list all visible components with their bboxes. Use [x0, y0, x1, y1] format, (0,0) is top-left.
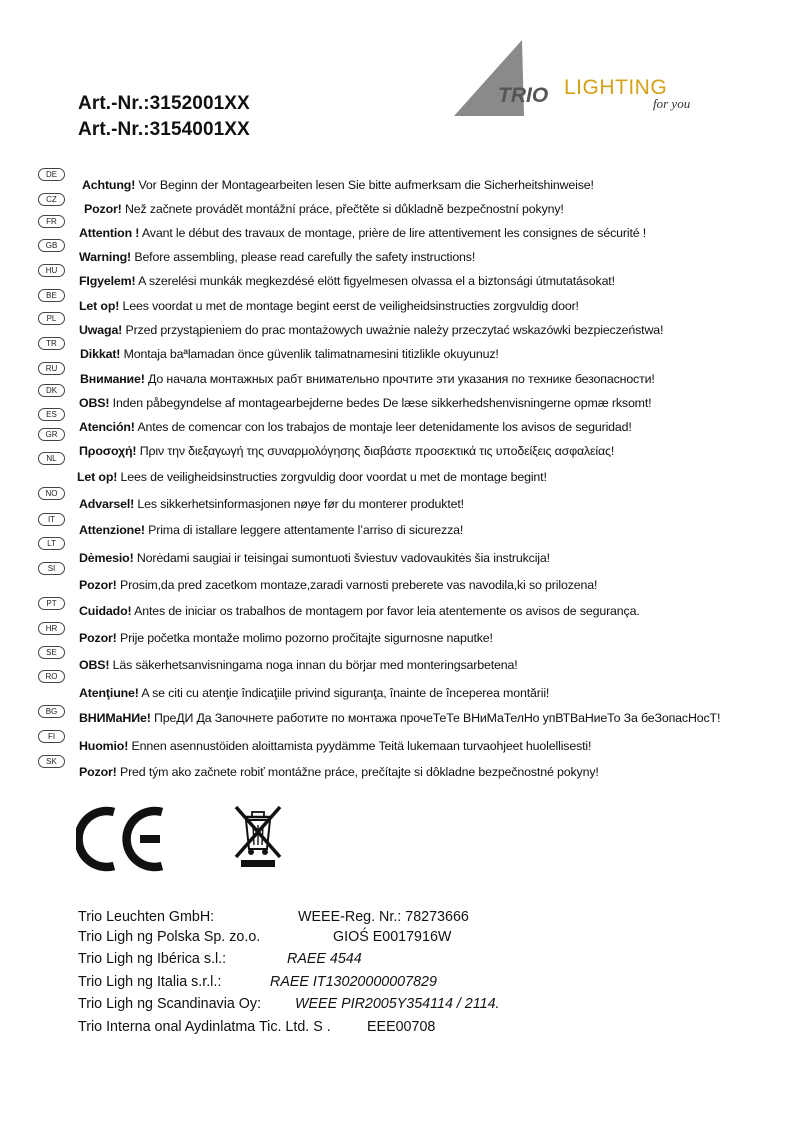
- article-number-1: Art.-Nr.:3152001XX: [78, 93, 250, 114]
- language-code-badge: RO: [38, 670, 65, 683]
- company-registration-number: WEEE PIR2005Y354114 / 2114.: [295, 996, 500, 1012]
- safety-notice: [79, 226, 646, 240]
- safety-notice: [79, 551, 550, 565]
- safety-notice-text: Ennen asennustöiden aloittamista pyydämme Teitä lukemaan turvaohjeet huolellisesti!: [128, 739, 592, 753]
- company-registration-number: RAEE 4544: [287, 951, 362, 967]
- safety-notice-text: Norėdami saugiai ir teisingai sumontuoti šviestuv vadovaukitės šia instrukcija!: [133, 551, 550, 565]
- safety-notice-text: A se citi cu atenţie îndicaţiile privind siguranţa, înainte de începerea montării!: [138, 686, 550, 700]
- language-code-badge: NL: [38, 452, 65, 465]
- language-code-badge: TR: [38, 337, 65, 350]
- safety-notice-text: Πριν την διεξαγωγή της συναρμολόγησης διαβάστε προσεκτικά τις υποδείξεις ασφαλείας!: [136, 444, 615, 458]
- language-code-badge: IT: [38, 513, 65, 526]
- safety-notice-label: Dikkat!: [80, 347, 121, 361]
- safety-notice-text: Antes de comencar con los trabajos de montaje leer detenidamente los avisos de seguridad!: [134, 420, 632, 434]
- safety-notice: [79, 765, 599, 779]
- safety-notice-text: Lees voordat u met de montage begint eerst de veiligheidsinstructies zorgvuldig door!: [119, 299, 579, 313]
- safety-notice: [79, 323, 663, 337]
- language-code-badge: DE: [38, 168, 65, 181]
- safety-notice-label: Pozor!: [79, 631, 117, 645]
- safety-notice-label: Dėmesio!: [79, 551, 134, 565]
- article-number-2: Art.-Nr.:3154001XX: [78, 119, 250, 140]
- trio-lighting-logo: [450, 38, 700, 124]
- company-registration-number: EEE00708: [367, 1019, 436, 1035]
- safety-notice-label: FIgyelem!: [79, 274, 136, 288]
- svg-text:LIGHTING: LIGHTING: [564, 76, 668, 99]
- safety-notice-text: Prima di istallare leggere attentamente l’arriso di sicurezza!: [144, 523, 464, 537]
- safety-notice-label: Atención!: [79, 420, 135, 434]
- language-code-badge: SI: [38, 562, 65, 575]
- safety-notice: [79, 420, 632, 434]
- safety-notice: [79, 739, 591, 753]
- safety-notice-label: Warning!: [79, 250, 132, 264]
- language-code-badge: DK: [38, 384, 65, 397]
- safety-notice-text: Przed przystąpieniem do prac montażowych uważnie należy przeczytać wskazówki bezpieczeństwa!: [122, 323, 664, 337]
- language-code-badge: ES: [38, 408, 65, 421]
- safety-notice: [79, 686, 549, 700]
- language-code-badge: PT: [38, 597, 65, 610]
- safety-notice-text: Antes de iniciar os trabalhos de montagem por favor leia atentemente os avisos de segurança.: [131, 604, 640, 618]
- safety-notice-label: Attenzione!: [79, 523, 145, 537]
- safety-notice: [77, 470, 547, 484]
- safety-notice-text: Pred tým ako začnete robiť montážne práce, prečítajte si dôkladne bezpečnostné pokyny!: [116, 765, 599, 779]
- safety-notice-label: Προσοχή!: [79, 444, 137, 458]
- safety-notice-label: Let op!: [79, 299, 120, 313]
- language-code-badge: GR: [38, 428, 65, 441]
- safety-notice-text: Läs säkerhetsanvisningama noga innan du börjar med monteringsarbetena!: [109, 658, 518, 672]
- safety-notice-text: A szerelési munkák megkezdésé elött figyelmesen olvassa el a biztonsági útmutatásokat!: [135, 274, 615, 288]
- safety-notice: [82, 178, 594, 192]
- safety-notice-label: Внимание!: [80, 372, 145, 386]
- ce-mark: [76, 806, 166, 872]
- safety-notice-text: Les sikkerhetsinformasjonen nøye før du monterer produktet!: [134, 497, 464, 511]
- company-name: Trio Ligh ng Scandinavia Oy:: [78, 996, 262, 1012]
- language-code-badge: BE: [38, 289, 65, 302]
- safety-notice: [79, 578, 597, 592]
- language-code-badge: CZ: [38, 193, 65, 206]
- language-code-badge: SE: [38, 646, 65, 659]
- weee-crossed-bin-icon: [232, 803, 284, 869]
- safety-notice: [79, 631, 493, 645]
- company-registration-number: GIOŚ E0017916W: [333, 929, 452, 945]
- language-code-badge: GB: [38, 239, 65, 252]
- language-code-badge: PL: [38, 312, 65, 325]
- safety-notice-label: Achtung!: [82, 178, 136, 192]
- safety-notice-label: Attention !: [79, 226, 140, 240]
- safety-notice: [80, 372, 655, 386]
- safety-notice: [79, 523, 463, 537]
- language-code-badge: NO: [38, 487, 65, 500]
- company-name: Trio Ligh ng Ibérica s.l.:: [78, 951, 227, 967]
- language-code-badge: RU: [38, 362, 65, 375]
- company-name: Trio Ligh ng Italia s.r.l.:: [78, 974, 222, 990]
- safety-notice-label: Cuidado!: [79, 604, 132, 618]
- safety-notice: [79, 444, 614, 458]
- safety-notice: [79, 299, 579, 313]
- safety-notice: [79, 250, 475, 264]
- safety-notice-text: ПреДИ Да Започнете работите по монтажа прочеТеТе ВНиМаТелНо упВТВаНиеТо За беЗопасНосТ!: [150, 711, 721, 725]
- safety-notice: [79, 396, 651, 410]
- safety-notice-label: OBS!: [79, 396, 110, 410]
- company-name: Trio Interna onal Aydinlatma Tic. Ltd. S .: [78, 1019, 331, 1035]
- safety-notice-label: Huomio!: [79, 739, 129, 753]
- safety-notice-label: ВНИМаНИе!: [79, 711, 151, 725]
- safety-notice-text: Avant le début des travaux de montage, prière de lire attentivement les consignes de sécurité !: [139, 226, 647, 240]
- safety-notice-text: Prije početka montaže molimo pozorno pročitajte sigurnosne naputke!: [116, 631, 493, 645]
- safety-notice-text: Lees de veiligheidsinstructies zorgvuldig door voordat u met de montage begint!: [117, 470, 547, 484]
- safety-notice-text: Inden påbegyndelse af montagearbejderne bedes De læse sikkerhedshenvisningerne opmæ rksomt!: [109, 396, 652, 410]
- safety-notice-label: Pozor!: [79, 765, 117, 779]
- safety-notice: [79, 274, 615, 288]
- safety-notice-text: Prosim,da pred zacetkom montaze,zaradi varnosti preberete vas navodila,ki so prilozena!: [116, 578, 598, 592]
- safety-notice-text: До начала монтажных рабт внимательно прочтите эти указания по технике безопасности!: [144, 372, 655, 386]
- language-code-badge: HR: [38, 622, 65, 635]
- svg-text:TRIO: TRIO: [498, 84, 549, 107]
- company-registration-number: WEEE-Reg. Nr.: 78273666: [298, 909, 469, 925]
- safety-notice: [84, 202, 564, 216]
- safety-notice-label: OBS!: [79, 658, 110, 672]
- safety-notice: [79, 604, 640, 618]
- language-code-badge: HU: [38, 264, 65, 277]
- language-code-badge: LT: [38, 537, 65, 550]
- language-code-badge: FI: [38, 730, 65, 743]
- safety-notice: [79, 658, 518, 672]
- safety-notice-label: Let op!: [77, 470, 118, 484]
- safety-notice: [79, 497, 464, 511]
- language-code-badge: SK: [38, 755, 65, 768]
- company-name: Trio Leuchten GmbH:: [78, 909, 215, 925]
- safety-notice-label: Advarsel!: [79, 497, 135, 511]
- safety-notice: [79, 711, 720, 725]
- safety-notice-text: Vor Beginn der Montagearbeiten lesen Sie bitte aufmerksam die Sicherheitshinweise!: [135, 178, 594, 192]
- safety-notice-text: Montaja baªlamadan önce güvenlik talimatnamesini titizlikle okuyunuz!: [120, 347, 499, 361]
- svg-text:for you: for you: [653, 96, 691, 111]
- safety-notice-label: Atenţiune!: [79, 686, 139, 700]
- safety-notice-text: Než začnete provádět montážní práce, přečtěte si důkladně bezpečnostní pokyny!: [121, 202, 564, 216]
- language-code-badge: BG: [38, 705, 65, 718]
- language-code-badge: FR: [38, 215, 65, 228]
- safety-notice-label: Pozor!: [84, 202, 122, 216]
- safety-notice: [80, 347, 499, 361]
- safety-notice-label: Uwaga!: [79, 323, 123, 337]
- company-name: Trio Ligh ng Polska Sp. zo.o.: [78, 929, 261, 945]
- company-registration-number: RAEE IT13020000007829: [270, 974, 437, 990]
- safety-notice-text: Before assembling, please read carefully the safety instructions!: [131, 250, 476, 264]
- safety-notice-label: Pozor!: [79, 578, 117, 592]
